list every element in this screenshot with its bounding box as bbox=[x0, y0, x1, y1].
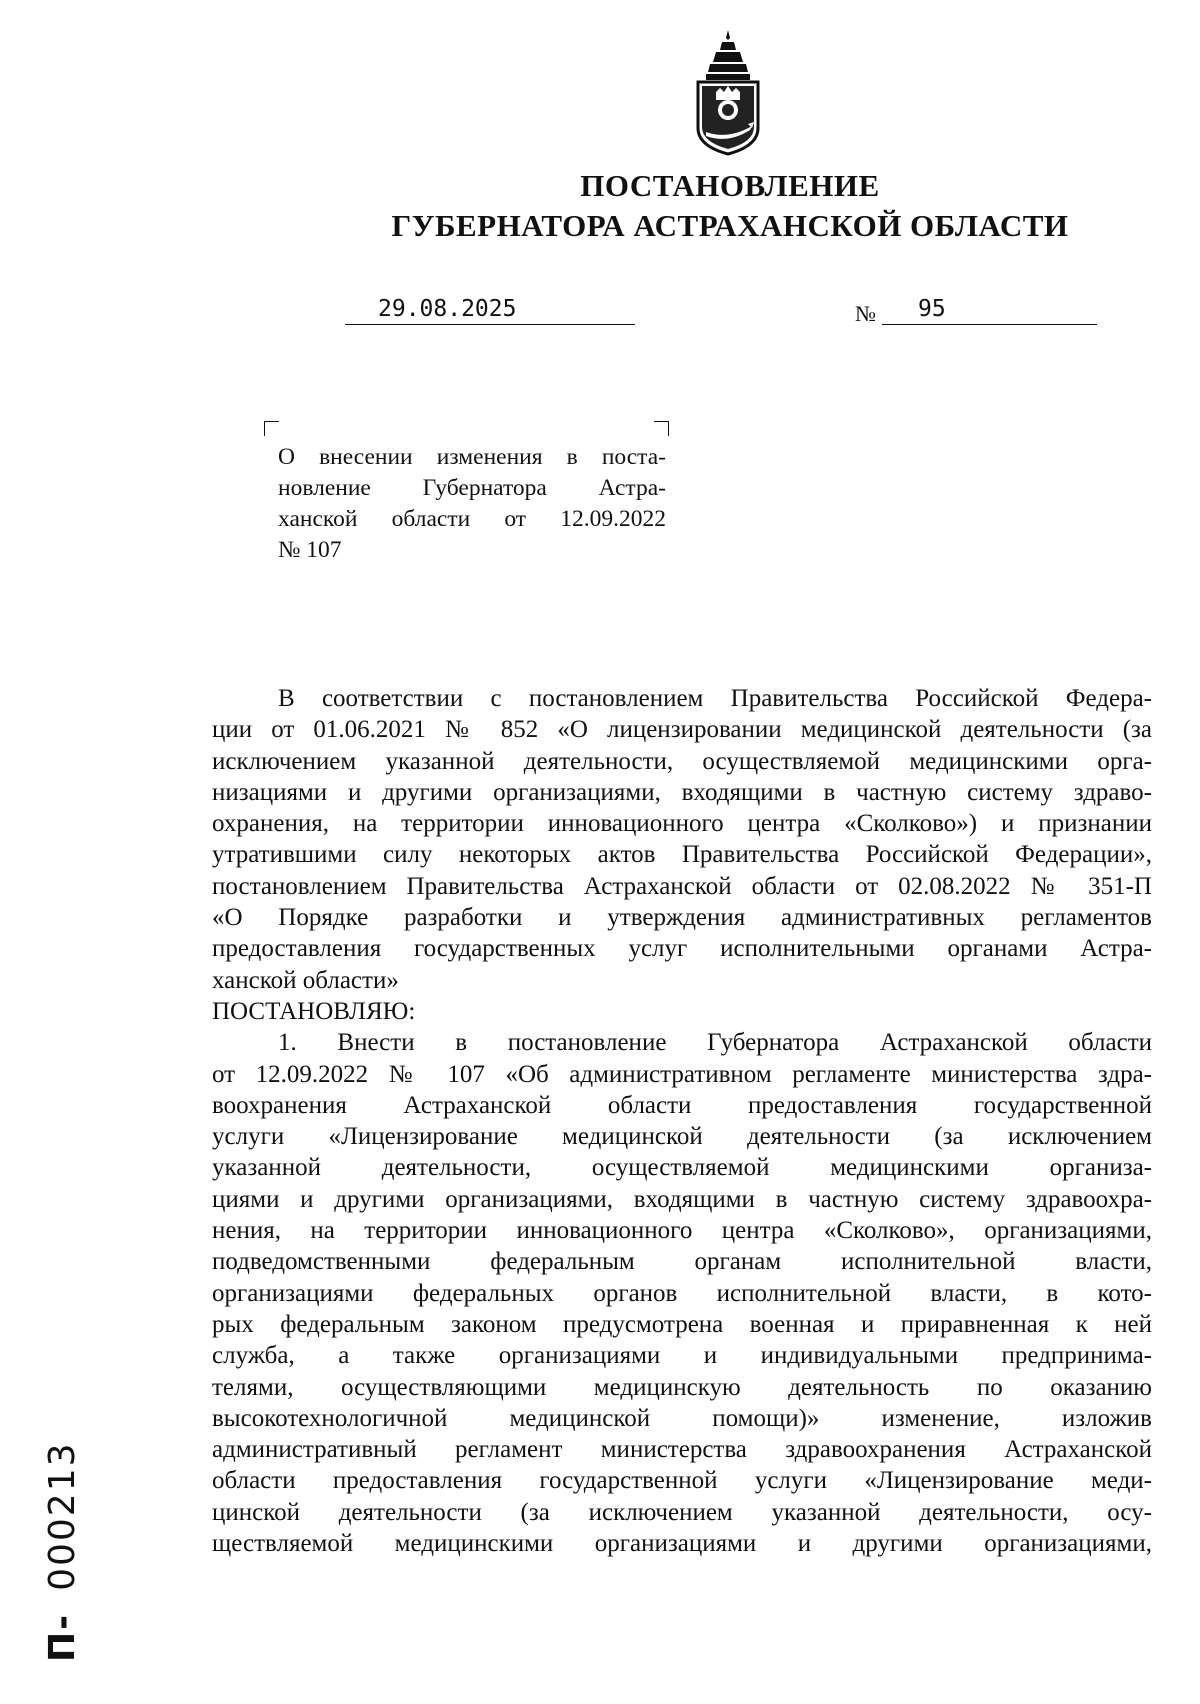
document-type-title: ПОСТАНОВЛЕНИЕ bbox=[580, 168, 880, 203]
subject-line: № 107 bbox=[278, 537, 342, 563]
subject-bracket-left bbox=[264, 421, 279, 436]
registration-code bbox=[42, 1441, 83, 1662]
document-body bbox=[212, 683, 1152, 1559]
preamble-line: утратившими силу некоторых актов Правительства Российской Федерации», bbox=[212, 841, 1152, 869]
item1-line: 1. Внести в постановление Губернатора Астраханской области bbox=[278, 1029, 1152, 1057]
number-sign: № bbox=[855, 301, 876, 326]
item1-line: организациями федеральных органов исполнительной власти, в кото- bbox=[212, 1279, 1152, 1307]
issuer-title: ГУБЕРНАТОРА АСТРАХАНСКОЙ ОБЛАСТИ bbox=[391, 208, 1069, 243]
number-underline bbox=[882, 324, 1097, 325]
preamble-line: предоставления государственных услуг исполнительными органами Астра- bbox=[212, 935, 1152, 963]
preamble-line: ханской области» bbox=[212, 966, 399, 994]
item1-line: от 12.09.2022 № 107 «Об административном регламенте министерства здра- bbox=[212, 1060, 1152, 1088]
date-underline bbox=[345, 324, 635, 325]
document-date: 29.08.2025 bbox=[378, 296, 517, 322]
resolve-statement: ПОСТАНОВЛЯЮ: bbox=[212, 997, 416, 1025]
preamble-line: ции от 01.06.2021 № 852 «О лицензировании медицинской деятельности (за bbox=[212, 716, 1152, 744]
document-number: 95 bbox=[918, 296, 946, 322]
item1-line: цинской деятельности (за исключением указанной деятельности, осу- bbox=[212, 1498, 1152, 1526]
preamble-line: исключением указанной деятельности, осуществляемой медицинскими орга- bbox=[212, 747, 1152, 775]
item1-line: нения, на территории инновационного центра «Сколково», организациями, bbox=[212, 1217, 1152, 1245]
subject-line: О внесении изменения в поста- bbox=[278, 444, 666, 470]
item1-line: рых федеральным законом предусмотрена военная и приравненная к ней bbox=[212, 1310, 1152, 1338]
registration-code-prefix: П- bbox=[42, 1612, 83, 1662]
item1-line: телями, осуществляющими медицинскую деятельность по оказанию bbox=[212, 1373, 1152, 1401]
item1-line: высокотехнологичной медицинской помощи)» изменение, изложив bbox=[212, 1404, 1152, 1432]
item1-line: услуги «Лицензирование медицинской деятельности (за исключением bbox=[212, 1123, 1152, 1151]
item1-line: служба, а также организациями и индивидуальными предпринима- bbox=[212, 1342, 1152, 1370]
item1-line: административный регламент министерства здравоохранения Астраханской bbox=[212, 1436, 1152, 1464]
preamble-line: низациями и другими организациями, входящими в частную систему здраво- bbox=[212, 778, 1152, 806]
subject-line: новление Губернатора Астра- bbox=[278, 475, 666, 501]
preamble-line: охранения, на территории инновационного центра «Сколково») и признании bbox=[212, 810, 1152, 838]
preamble-line: В соответствии с постановлением Правительства Российской Федера- bbox=[278, 685, 1152, 712]
item1-line: подведомственными федеральным органам исполнительной власти, bbox=[212, 1248, 1152, 1276]
item1-line: воохранения Астраханской области предоставления государственной bbox=[212, 1091, 1152, 1119]
item1-line: области предоставления государственной услуги «Лицензирование меди- bbox=[212, 1467, 1152, 1495]
registration-code-number: 000213 bbox=[42, 1441, 83, 1591]
item1-line: указанной деятельности, осуществляемой медицинскими организа- bbox=[212, 1154, 1152, 1182]
subject-bracket-right bbox=[654, 421, 669, 436]
item1-line: циями и другими организациями, входящими в частную систему здравоохра- bbox=[212, 1185, 1152, 1213]
coat-of-arms-icon bbox=[688, 28, 768, 158]
preamble-line: постановлением Правительства Астраханской области от 02.08.2022 № 351-П bbox=[212, 872, 1152, 900]
preamble-line: «О Порядке разработки и утверждения административных регламентов bbox=[212, 904, 1152, 932]
subject-line: ханской области от 12.09.2022 bbox=[278, 506, 666, 532]
item1-line: ществляемой медицинскими организациями и другими организациями, bbox=[212, 1530, 1152, 1558]
document-subject bbox=[278, 442, 666, 566]
